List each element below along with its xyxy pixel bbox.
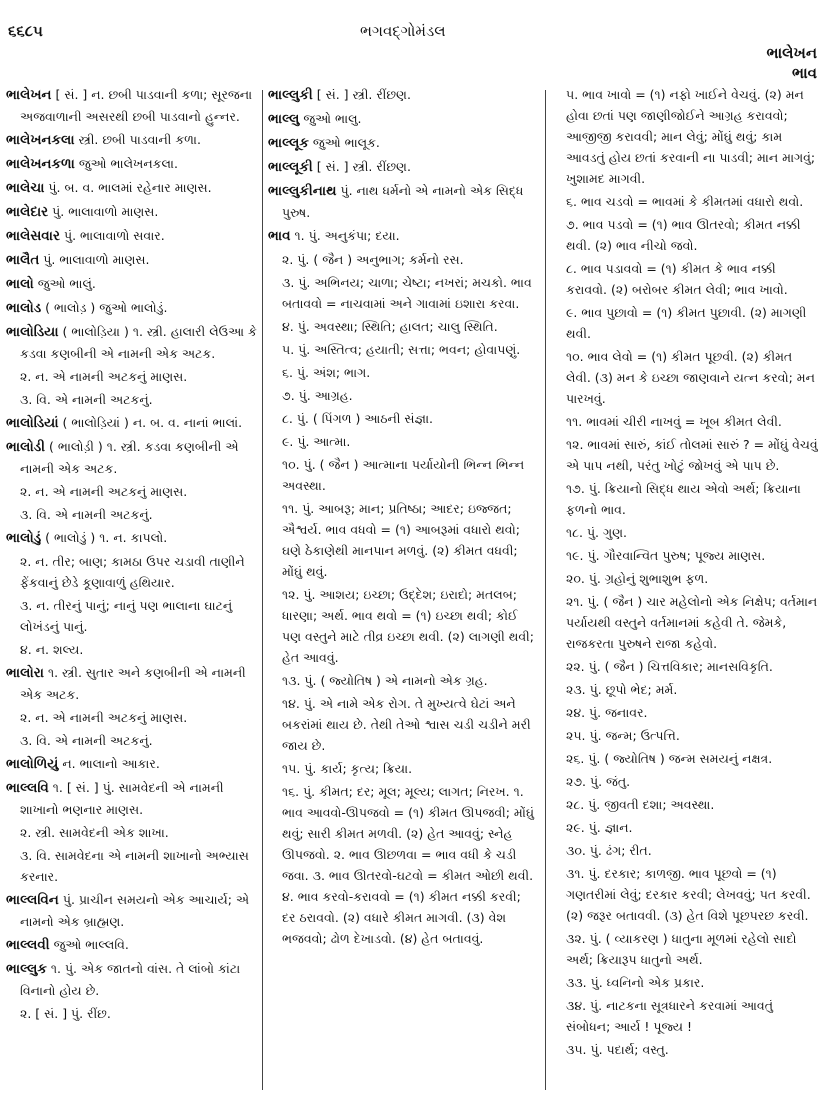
definition-text: ( ભાલોડ઼ ) જુઓ ભાલોડું. [45, 300, 168, 315]
entry-sense [6, 481, 258, 502]
headword: ભાલ્લુ [268, 111, 300, 127]
definition-text: ૨. ન. એ નામની અટકનું માણસ. [20, 369, 188, 384]
dictionary-entry [6, 662, 258, 705]
entry-sense [6, 389, 258, 410]
entry-sense [6, 707, 258, 728]
definition-text: ૩૧. પું. દરકાર; કાળજી. ભાવ પૂછવો = (૧) ગણતરીમાં લેવું; દરકાર કરવી; લેખવવું; પત કરવી. (૨) જરૂર બતાવવી. (૩) હેત વિશે પૂછપરછ કરવી. [566, 866, 811, 923]
entry-sense [6, 551, 258, 593]
definition-text: ૧૮. પું. ગુણ. [566, 525, 628, 540]
entry-sense [268, 431, 536, 452]
entry-sense [552, 840, 818, 861]
entry-sense [552, 748, 818, 769]
running-title: ભગવદ્ગોમંડલ [360, 22, 446, 40]
headword: ભાલોડ [6, 300, 42, 316]
definition-text: ૨૪. પું. જનાવર. [566, 705, 648, 720]
definition-text: પું. નાથ ધર્મનો એ નામનો એક સિદ્ધ પુરુષ. [282, 183, 524, 220]
guide-word-last: ભાવ [791, 64, 817, 82]
definition-text: ૩. વિ. એ નામની અટકનું. [20, 733, 153, 748]
entry-sense [6, 504, 258, 525]
definition-text: ૬. ભાવ ચડવો = ભાવમાં કે કીમતમાં વધારો થવો. [566, 194, 804, 209]
dictionary-entry [6, 249, 258, 271]
definition-text: ૨૫. પું. જન્મ; ઉત્પત્તિ. [566, 728, 680, 743]
entry-sense [552, 656, 818, 677]
definition-text: ( ભાલોડ઼ું ) ૧. ન. કાપલો. [45, 530, 168, 545]
entry-sense [6, 1003, 258, 1024]
definition-text: ૨૩. પું. છૂપો ભેદ; મર્મ. [566, 682, 678, 697]
dictionary-entry [6, 934, 258, 956]
definition-text: ૨. [ સં. ] પું. રીંછ. [20, 1006, 111, 1021]
dictionary-entry [6, 297, 258, 319]
definition-text: ૮. ભાવ પડાવવો = (૧) કીમત કે ભાવ નક્કી કરાવવો. (૨) બરોબર કીમત લેવી; ભાવ ખાવો. [566, 261, 788, 297]
dictionary-entry [6, 753, 258, 775]
headword: ભાલોરા [6, 665, 44, 681]
definition-text: ૨. ન. એ નામની અટકનું માણસ. [20, 710, 188, 725]
entry-sense [552, 434, 818, 476]
headword: ભાલૈત [6, 252, 40, 268]
definition-text: ૩૨. પું. ( વ્યાકરણ ) ધાતુના મૂળમાં રહેલો સાદો અર્થ; ક્રિયારૂપ ધાતુનો અર્થ. [566, 931, 797, 967]
definition-text: ૭. ભાવ પડવો = (૧) ભાવ ઊતરવો; કીમત નક્કી થવી. (૨) ભાવ નીચો જવો. [566, 217, 801, 253]
entry-sense [552, 702, 818, 723]
dictionary-entry [6, 321, 258, 364]
entry-sense [268, 272, 536, 314]
definition-text: ૧૧. પું. આબરૂ; માન; પ્રતિષ્ઠા; આદર; ઇજ્જત; ઐશ્વર્ય. ભાવ વધવો = (૧) આબરૂમાં વધારો થવો; ઘણે ઠેકાણેથી માનપાન મળવું. (૨) કીમત વધવી; મોંઘું થવું. [282, 501, 520, 579]
dictionary-entry [268, 108, 536, 130]
entry-sense [6, 366, 258, 387]
entry-sense [6, 730, 258, 751]
headword: ભાલો [6, 276, 34, 292]
definition-text: ૮. પું. ( પિંગળ ) આઠની સંજ્ઞા. [282, 411, 434, 426]
headword: ભાલોડિયાં [6, 415, 59, 431]
entry-sense [552, 478, 818, 520]
headword: ભાલેખનકળા [6, 156, 75, 172]
headword: ભાલ્લુકીનાથ [268, 183, 337, 199]
definition-text: ૧૬. પું. કીમત; દર; મૂલ; મૂલ્ય; લાગત; નિરખ. ૧. ભાવ આવવો-ઊપજવો = (૧) કીમત ઊપજવી; મોંઘું થવું; સારી કીમત મળવી. (૨) હેત આવવું; સ્નેહ ઊપજવો. ૨. ભાવ ઊછળવા = ભાવ વધી કે ચડી જવા. ૩. ભાવ ઊતરવો-ઘટવો = કીમત ઓછી થવી. ૪. ભાવ કરવો-કરાવવો = (૧) કીમત નક્કી કરવી; દર ઠરાવવો. (૨) વધારે કીમત માગવી. (૩) વેશ ભજવવો; ઢોળ દેખાડવો. (૪) હેત બતાવવું. [282, 784, 534, 946]
definition-text: ૩. ન. તીરનું પાનું; નાનું પણ ભાલાના ઘાટનું લોખંડનું પાનું. [20, 598, 233, 634]
headword: ભાલેસવાર [6, 228, 60, 244]
definition-text: ૨૦. પું. ગ્રહોનું શુભાશુભ ફળ. [566, 571, 709, 586]
headword: ભાલોડું [6, 530, 42, 546]
definition-text: ૧૩. પું. ( જ્યોતિષ ) એ નામનો એક ગ્રહ. [282, 673, 488, 688]
definition-text: પું. ભાલાવાળો માણસ. [43, 252, 150, 267]
dictionary-entry [6, 436, 258, 479]
dictionary-entry [6, 273, 258, 295]
entry-sense [268, 316, 536, 337]
definition-text: ૧. સ્ત્રી. સુતાર અને કણબીની એ નામની એક અટક. [20, 665, 246, 702]
definition-text: ૧૯. પું. ગૌરવાન્વિત પુરુષ; પૂજ્ય માણસ. [566, 548, 766, 563]
definition-text: ૯. પું. આત્મા. [282, 434, 351, 449]
definition-text: [ સં. ] સ્ત્રી. રીંછણ. [316, 87, 411, 102]
definition-text: ન. ભાલાનો આકાર. [62, 756, 160, 771]
entry-sense [268, 498, 536, 582]
headword: ભાલેદાર [6, 204, 49, 220]
dictionary-entry [6, 225, 258, 247]
definition-text: સ્ત્રી. છબી પાડવાની કળા. [78, 132, 201, 147]
definition-text: ૧. [ સં. ] પું. સામવેદની એ નામની શાખાનો ભણનાર માણસ. [20, 780, 224, 817]
dictionary-entry [6, 889, 258, 932]
definition-text: ૭. પું. આગ્રહ. [282, 388, 353, 403]
dictionary-entry [268, 180, 536, 223]
definition-text: ( ભાલોડ઼િયા ) ૧. સ્ત્રી. હાલારી લેઉઆ કે કડવા કણબીની એ નામની એક અટક. [20, 324, 257, 361]
entry-sense [268, 362, 536, 383]
definition-text: ૩. વિ. એ નામની અટકનું. [20, 507, 153, 522]
column-divider [545, 90, 546, 1090]
entry-sense [552, 191, 818, 212]
definition-text: ૧૧. ભાવમાં ચીરી નાખવું = ખૂબ કીમત લેવી. [566, 414, 782, 429]
headword: ભાલ્લવિન [6, 892, 59, 908]
entry-sense [552, 411, 818, 432]
dictionary-entry [6, 84, 258, 127]
headword: ભાલેખનકલા [6, 132, 75, 148]
definition-text: ૧૫. પું. કાર્ય; કૃત્ય; ક્રિયા. [282, 761, 413, 776]
dictionary-entry [268, 225, 536, 247]
headword: ભાલોળિયું [6, 756, 59, 772]
definition-text: ૫. ભાવ ખાવો = (૧) નફો ખાઈને વેચવું. (૨) મન હોવા છતાં પણ જાણીજોઈને આગ્રહ કરાવવો; આજીજી કરાવવી; માન લેવું; મોંઘું થવું; કામ આવડતું હોય છતાં કરવાની ના પાડવી; માન માગવું; ખુશામદ માગવી. [566, 87, 816, 186]
definition-text: ૩૪. પું. નાટકના સૂત્રધારને કરવામાં આવતું સંબોધન; આર્ય ! પૂજ્ય ! [566, 998, 774, 1034]
headword: ભાલોડી [6, 439, 45, 455]
definition-text: પું. બ. વ. ભાલમાં રહેનાર માણસ. [48, 180, 212, 195]
dictionary-entry [268, 132, 536, 154]
entry-sense [268, 758, 536, 779]
headword: ભાલેચા [6, 180, 45, 196]
definition-text: જુઓ ભાલૂક. [312, 135, 380, 150]
definition-text: પું. પ્રાચીન સમયનો એક આચાર્ય; એ નામનો એક બ્રાહ્મણ. [20, 892, 250, 929]
definition-text: ૧૨. ભાવમાં સારું, કાંઈ તોલમાં સારું ? = મોંઘું વેચવું એ પાપ નથી, પરંતુ ખોટું જોખવું એ પાપ છે. [566, 437, 818, 473]
definition-text: ૩. વિ. સામવેદના એ નામની શાખાનો અભ્યાસ કરનાર. [20, 848, 249, 884]
definition-text: ( ભાલોડ઼ી ) ૧. સ્ત્રી. કડવા કણબીની એ નામની એક અટક. [20, 439, 239, 476]
definition-text: ૪. પું. અવસ્થા; સ્થિતિ; હાલત; ચાલુ સ્થિતિ. [282, 319, 498, 334]
definition-text: ૬. પું. અંશ; ભાગ. [282, 365, 371, 380]
definition-text: ૧૨. પું. આશય; ઇચ્છા; ઉદ્દેશ; ઇરાદો; મતલબ; ધારણા; અર્થ. ભાવ થવો = (૧) ઇચ્છા થવી; કોઈ પણ વસ્તુને માટે તીવ્ર ઇચ્છા થવી. (૨) લાગણી થવી; હેત આવવું. [282, 587, 534, 665]
entry-sense [552, 972, 818, 993]
entry-sense [268, 249, 536, 270]
definition-text: ૫. પું. અસ્તિત્વ; હયાતી; સત્તા; ભવન; હોવાપણું. [282, 342, 521, 357]
definition-text: ૨૯. પું. જ્ઞાન. [566, 820, 633, 835]
dictionary-entry [268, 156, 536, 178]
entry-sense [552, 863, 818, 926]
entry-sense [552, 568, 818, 589]
definition-text: જુઓ ભાલ્લવિ. [53, 937, 129, 952]
entry-sense [552, 258, 818, 300]
headword: ભાલ્લુકી [268, 87, 313, 103]
entry-sense [552, 794, 818, 815]
definition-text: ૩૫. પું. પદાર્થ; વસ્તુ. [566, 1042, 669, 1057]
definition-text: ૪. ન. શલ્ય. [20, 642, 84, 657]
definition-text: ૨૬. પું. ( જ્યોતિષ ) જન્મ સમયનું નક્ષત્ર. [566, 751, 773, 766]
definition-text: ૨. પું. ( જૈન ) અનુભાગ; કર્મનો રસ. [282, 252, 464, 267]
definition-text: ૧૦. પું. ( જૈન ) આત્માના પર્યાયોની ભિન્ન ભિન્ન અવસ્થા. [282, 457, 525, 493]
entry-sense [268, 693, 536, 756]
entry-sense [552, 679, 818, 700]
definition-text: જુઓ ભાલું. [37, 276, 96, 291]
definition-text: જુઓ ભાલેખનકલા. [78, 156, 178, 171]
headword: ભાલેખન [6, 87, 52, 103]
entry-sense [552, 522, 818, 543]
definition-text: ૨. ન. એ નામની અટકનું માણસ. [20, 484, 188, 499]
headword: ભાલ્લૂક [268, 135, 309, 151]
dictionary-entry [268, 84, 536, 106]
headword: ભાલ્લુક [6, 961, 47, 977]
entry-sense [6, 822, 258, 843]
headword: ભાલોડિયા [6, 324, 59, 340]
definition-text: ૩૩. પું. ધ્વનિનો એક પ્રકાર. [566, 975, 705, 990]
dictionary-entry [6, 129, 258, 151]
entry-sense [268, 454, 536, 496]
entry-sense [552, 725, 818, 746]
entry-sense [552, 995, 818, 1037]
entry-sense [268, 339, 536, 360]
definition-text: ૨૭. પું. જંતુ. [566, 774, 631, 789]
guide-word-first: ભાલેખન [766, 44, 817, 62]
column-1 [6, 84, 258, 1026]
entry-sense [552, 817, 818, 838]
definition-text: પું. ભાલાવાળો માણસ. [52, 204, 159, 219]
entry-sense [268, 781, 536, 949]
headword: ભાલ્લવિ [6, 780, 49, 796]
definition-text: પું. ભાલાવાળો સવાર. [63, 228, 165, 243]
definition-text: [ સં. ] ન. છબી પાડવાની કળા; સૂરજના અજવાળાની અસરથી છબી પાડવાનો હુન્નર. [20, 87, 253, 124]
definition-text: ( ભાલોડ઼િયાં ) ન. બ. વ. નાનાં ભાલાં. [62, 415, 243, 430]
definition-text: ૨. ન. તીર; બાણ; કામઠા ઉપર ચડાવી તાણીને ફેંકવાનું છેડે કૂણાવાળું હથિયાર. [20, 554, 245, 590]
entry-sense [552, 545, 818, 566]
definition-text: જુઓ ભાલુ. [303, 111, 362, 126]
dictionary-entry [6, 201, 258, 223]
dictionary-entry [6, 527, 258, 549]
definition-text: ૧. પું. અનુકંપા; દયા. [294, 228, 400, 243]
definition-text: ૧૭. પું. ક્રિયાનો સિદ્ધ થાય એવો અર્થ; ક્રિયાના ફળનો ભાવ. [566, 481, 801, 517]
definition-text: ૧૪. પું. એ નામે એક રોગ. તે મુખ્યત્વે ઘેટાં અને બકરાંમાં થાય છે. તેથી તેઓ શ્વાસ ચડી ચડીને મરી જાય છે. [282, 696, 531, 753]
definition-text: ૩. પું. અભિનય; ચાળા; ચેષ્ટા; નખરાં; મચકો. ભાવ બતાવવો = નાચવામાં અને ગાવામાં ઇશારા કરવા. [282, 275, 532, 311]
entry-sense [552, 771, 818, 792]
entry-sense [6, 845, 258, 887]
dictionary-entry [6, 777, 258, 820]
definition-text: ૨૧. પું. ( જૈન ) ચાર મહેલોનો એક નિક્ષેપ; વર્તમાન પર્યાયથી વસ્તુને વર્તમાનમાં કહેવી તે. જેમકે, રાજકરતા પુરુષને રાજા કહેવો. [566, 594, 818, 651]
definition-text: ૩૦. પું. ઢંગ; રીત. [566, 843, 652, 858]
definition-text: ૧૦. ભાવ લેવો = (૧) કીમત પૂછવી. (૨) કીમત લેવી. (૩) મન કે ઇચ્છા જાણવાને યત્ન કરવો; મન પારખવું. [566, 349, 815, 406]
entry-sense [268, 670, 536, 691]
entry-sense [552, 591, 818, 654]
definition-text: ૨. સ્ત્રી. સામવેદની એક શાખા. [20, 825, 169, 840]
page-number: ૬૬૮૫ [8, 22, 43, 40]
headword: ભાલ્લવી [6, 937, 50, 953]
dictionary-entry [6, 177, 258, 199]
definition-text: ૩. વિ. એ નામની અટકનું. [20, 392, 153, 407]
column-divider [262, 90, 263, 1090]
dictionary-entry [6, 153, 258, 175]
definition-text: ૧. પું. એક જાતનો વાંસ. તે લાંબો કાંટા વિનાનો હોય છે. [20, 961, 241, 998]
column-2 [268, 84, 536, 951]
headword: ભાલ્લૂકી [268, 159, 313, 175]
entry-sense [6, 595, 258, 637]
column-3 [552, 84, 818, 1062]
definition-text: ૯. ભાવ પુછાવો = (૧) કીમત પુછાવી. (૨) માગણી થવી. [566, 305, 807, 341]
definition-text: ૨૮. પું. જીવતી દશા; અવસ્થા. [566, 797, 715, 812]
entry-sense [268, 584, 536, 668]
entry-sense [6, 639, 258, 660]
entry-sense [552, 1039, 818, 1060]
entry-sense [552, 928, 818, 970]
definition-text: [ સં. ] સ્ત્રી. રીંછણ. [316, 159, 411, 174]
dictionary-entry [6, 412, 258, 434]
definition-text: ૨૨. પું. ( જૈન ) ચિત્તવિકાર; માનસવિકૃતિ. [566, 659, 773, 674]
dictionary-entry [6, 958, 258, 1001]
entry-sense [552, 346, 818, 409]
entry-sense [552, 214, 818, 256]
entry-sense [268, 385, 536, 406]
entry-sense [268, 408, 536, 429]
entry-sense [552, 302, 818, 344]
headword: ભાવ [268, 228, 291, 244]
entry-sense [552, 84, 818, 189]
